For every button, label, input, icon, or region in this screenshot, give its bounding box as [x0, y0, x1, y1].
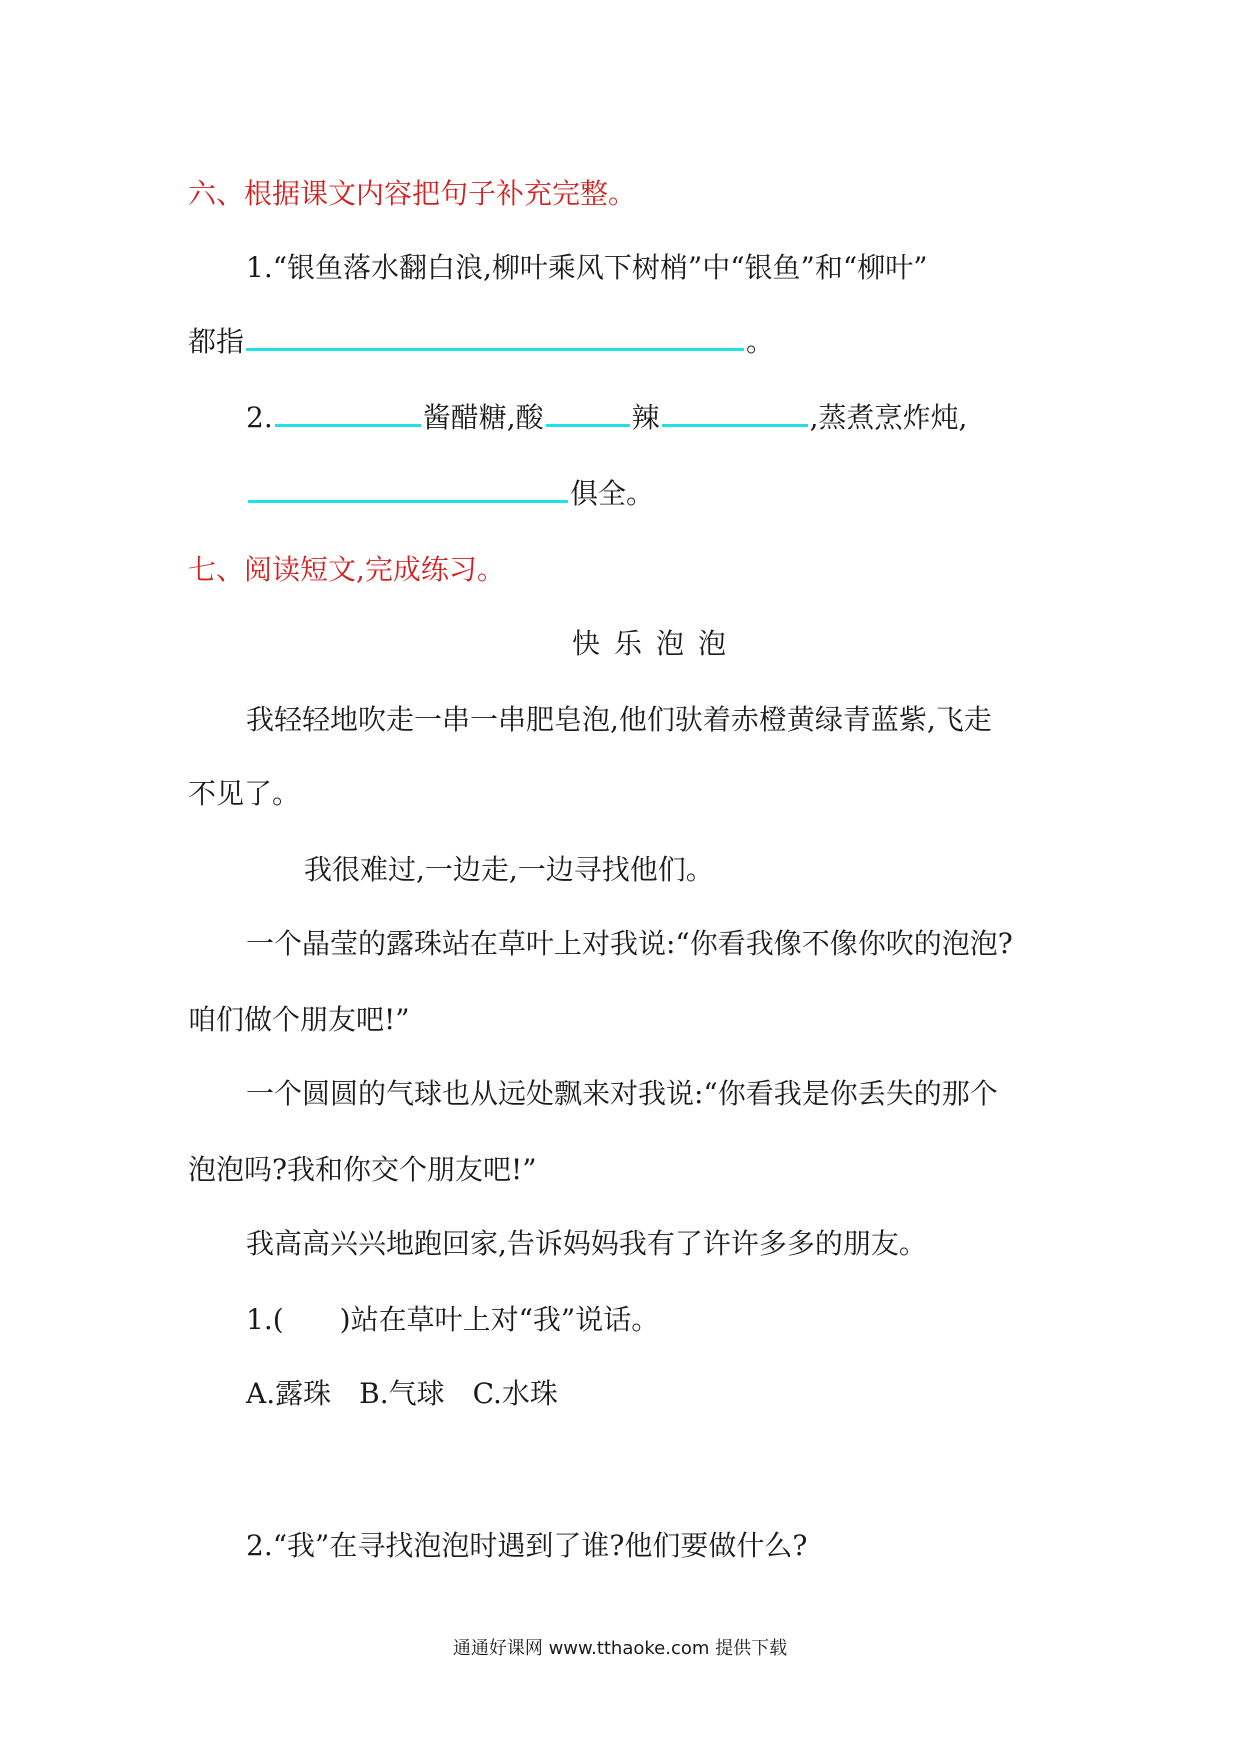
q1-suffix: 。 [746, 325, 775, 358]
paragraph-5: 我高高兴兴地跑回家,告诉妈妈我有了许许多多的朋友。 [246, 1227, 927, 1260]
q2-blank-3[interactable] [662, 398, 808, 427]
q1-text: 1.“银鱼落水翻白浪,柳叶乘风下树梢”中“银鱼”和“柳叶” [246, 251, 928, 284]
q2-suffix: 俱全。 [570, 477, 655, 510]
paragraph-2: 我很难过,一边走,一边寻找他们。 [304, 853, 714, 886]
paragraph-3-line-2: 咱们做个朋友吧!” [188, 1003, 410, 1036]
reading-question-2: 2.“我”在寻找泡泡时遇到了谁?他们要做什么? [246, 1529, 808, 1562]
paragraph-1-line-2: 不见了。 [188, 777, 301, 810]
q2-part-1: 酱醋糖,酸 [422, 401, 544, 434]
q2-answer-line [246, 474, 654, 514]
page-footer: 通通好课网 www.tthaoke.com 提供下载 [452, 1638, 788, 1659]
q2-part-3: ,蒸煮烹炸炖, [809, 401, 968, 434]
paragraph-1-line-1: 我轻轻地吹走一串一串肥皂泡,他们驮着赤橙黄绿青蓝紫,飞走 [246, 703, 992, 736]
q2-number: 2. [246, 401, 273, 434]
paragraph-3-line-1: 一个晶莹的露珠站在草叶上对我说:“你看我像不像你吹的泡泡? [246, 927, 1013, 960]
q1-answer-line [188, 322, 774, 362]
q2-line [246, 398, 967, 438]
paragraph-4-line-1: 一个圆圆的气球也从远处飘来对我说:“你看我是你丢失的那个 [246, 1077, 998, 1110]
q2-blank-1[interactable] [275, 398, 421, 427]
paragraph-4-line-2: 泡泡吗?我和你交个朋友吧!” [188, 1153, 537, 1186]
q2-blank-4[interactable] [248, 474, 568, 503]
q2-part-2: 辣 [631, 401, 660, 434]
passage-title: 快乐泡泡 [572, 627, 741, 660]
section7-heading: 七、阅读短文,完成练习。 [188, 553, 505, 586]
section6-heading: 六、根据课文内容把句子补充完整。 [188, 177, 637, 210]
reading-question-1-options: A.露珠 B.气球 C.水珠 [246, 1377, 558, 1410]
q1-prefix: 都指 [188, 325, 245, 358]
reading-question-1: 1.( )站在草叶上对“我”说话。 [246, 1303, 660, 1336]
q1-blank[interactable] [246, 322, 744, 351]
q2-blank-2[interactable] [546, 398, 630, 427]
